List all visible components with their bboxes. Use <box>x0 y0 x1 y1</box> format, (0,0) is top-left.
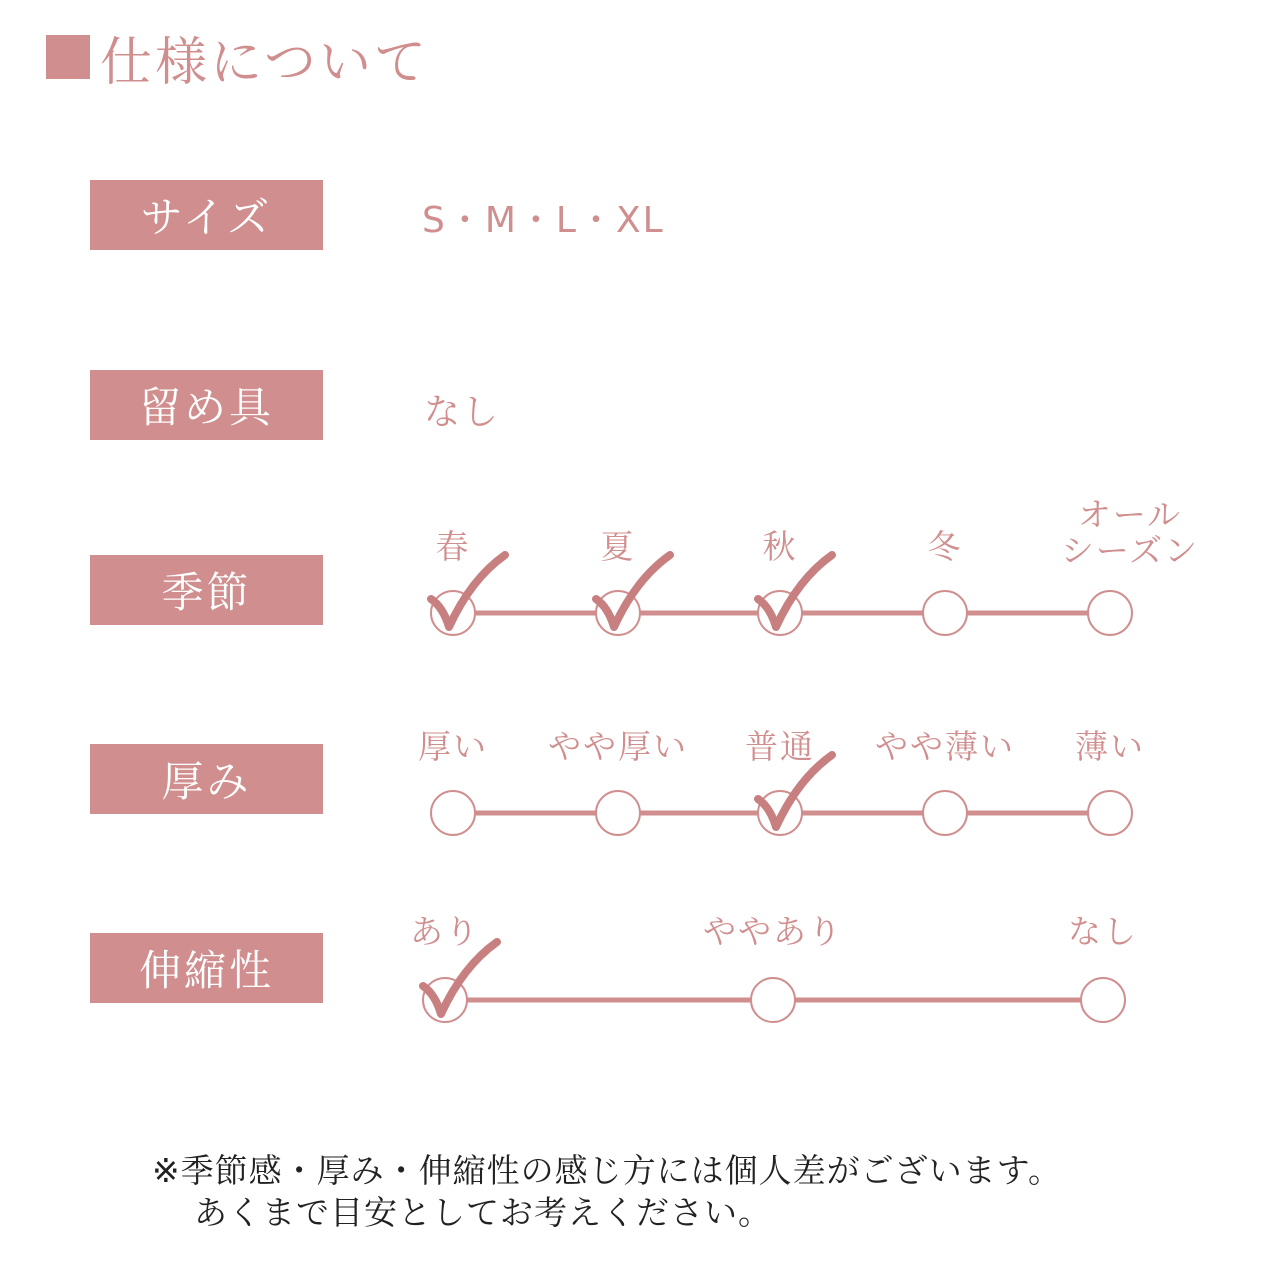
stretch-option-label: ややあり <box>703 912 843 951</box>
disclaimer-line-1: ※季節感・厚み・伸縮性の感じ方には個人差がございます。 <box>152 1151 1063 1190</box>
stretch-label: 伸縮性 <box>90 933 323 1003</box>
season-option-label: 冬 <box>927 527 963 566</box>
thickness-option-label: 普通 <box>745 727 815 766</box>
fastener-value: なし <box>424 392 501 433</box>
thickness-option-label: やや薄い <box>875 727 1015 766</box>
thickness-option-label: やや厚い <box>548 727 688 766</box>
season-label: 季節 <box>90 555 323 625</box>
disclaimer-note <box>152 1150 1062 1234</box>
size-value: S・M・L・XL <box>422 200 665 241</box>
season-option-circle <box>1088 591 1132 635</box>
disclaimer-line-2: あくまで目安としてお考えください。 <box>194 1193 772 1232</box>
thickness-option-circle <box>1088 791 1132 835</box>
fastener-label: 留め具 <box>90 370 323 440</box>
thickness-option-circle <box>923 791 967 835</box>
thickness-option-label: 厚い <box>418 727 488 766</box>
thickness-option-circle <box>431 791 475 835</box>
thickness-option-label: 薄い <box>1075 727 1145 766</box>
season-option-label: オール <box>1077 495 1183 534</box>
season-option-label: 夏 <box>600 527 636 566</box>
stretch-option-label: あり <box>410 912 480 951</box>
stretch-option-label: なし <box>1068 912 1138 951</box>
stretch-option-circle <box>751 978 795 1022</box>
season-option-label: シーズン <box>1060 531 1200 570</box>
thickness-option-circle <box>596 791 640 835</box>
season-option-label: 春 <box>435 527 471 566</box>
size-label: サイズ <box>90 180 323 250</box>
season-option-circle <box>923 591 967 635</box>
stretch-option-circle <box>1081 978 1125 1022</box>
season-option-label: 秋 <box>762 527 798 566</box>
thickness-label: 厚み <box>90 744 323 814</box>
section-title-text: 仕様について <box>100 32 429 93</box>
